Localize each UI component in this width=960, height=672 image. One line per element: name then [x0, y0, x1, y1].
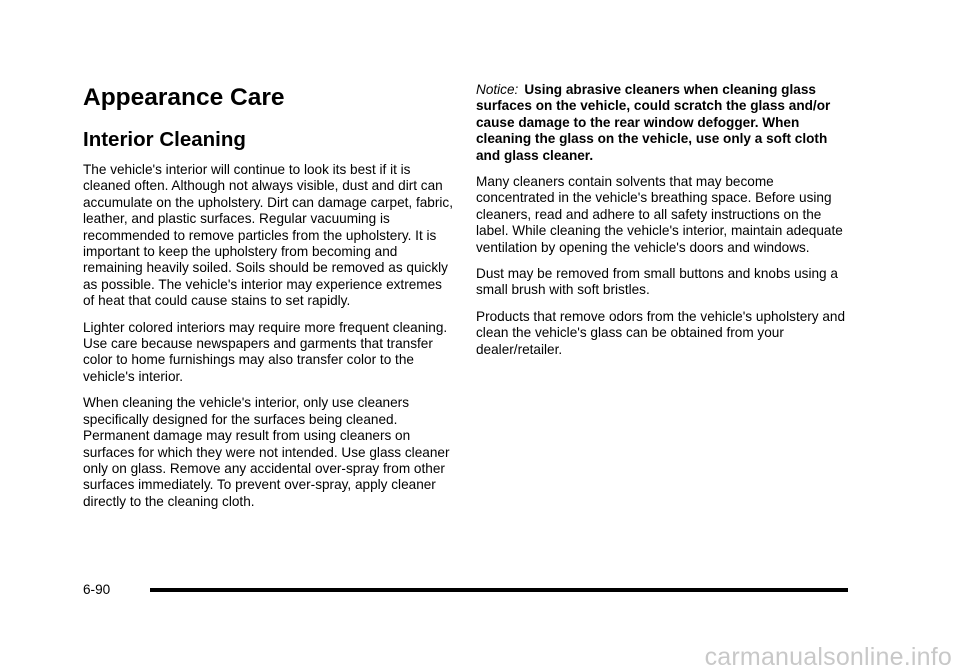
paragraph-lighter-interiors: Lighter colored interiors may require more frequent cleaning. Use care because newspapers and garments that transfer color to home furnishings may also transfer color to the vehicle's interior. — [83, 319, 448, 384]
notice-label: Notice: — [476, 82, 519, 97]
left-column — [83, 82, 453, 520]
paragraph-intro: The vehicle's interior will continue to look its best if it is cleaned often. Although not always visible, dust and dirt can accumulate on the upholstery. Dirt can damage carpet, fabric, leather, and plastic surfaces. Regular vacuuming is recommended to remove particles from the upholstery. It is important to keep the upholstery from becoming and remaining heavily soiled. Soils should be removed as quickly as possible. The vehicle's interior may experience extremes of heat that could cause stains to set rapidly. — [83, 162, 453, 309]
paragraph-cleaners: When cleaning the vehicle's interior, only use cleaners specifically designed for the surfaces being cleaned. Permanent damage may result from using cleaners on surfaces for which they were not intended. Use glass cleaner only on glass. Remove any accidental over-spray from other surfaces immediately. To prevent over-spray, apply cleaner directly to the cleaning cloth. — [83, 395, 450, 509]
paragraph-odors: Products that remove odors from the vehicle's upholstery and clean the vehicle's glass can be obtained from your dealer/retailer. — [476, 308, 846, 357]
right-column — [476, 82, 851, 368]
notice-text: Using abrasive cleaners when cleaning glass surfaces on the vehicle, could scratch the glass and/or cause damage to the rear window defogger. When cleaning the glass on the vehicle, use only a soft cloth and glass cleaner. — [476, 82, 831, 163]
paragraph-solvents: Many cleaners contain solvents that may become concentrated in the vehicle's breathing space. Before using cleaners, read and adhere to all safety instructions on the label. While cleaning the vehicle's interior, maintain adequate ventilation by opening the vehicle's doors and windows. — [476, 174, 843, 255]
section-title: Appearance Care — [83, 84, 285, 111]
notice-block — [476, 82, 851, 164]
footer-rule — [150, 588, 848, 592]
paragraph-dust: Dust may be removed from small buttons and knobs using a small brush with soft bristles. — [476, 266, 838, 298]
watermark: carmanualsonline.info — [704, 643, 952, 671]
page-number: 6-90 — [83, 582, 111, 597]
subsection-title: Interior Cleaning — [83, 128, 246, 151]
